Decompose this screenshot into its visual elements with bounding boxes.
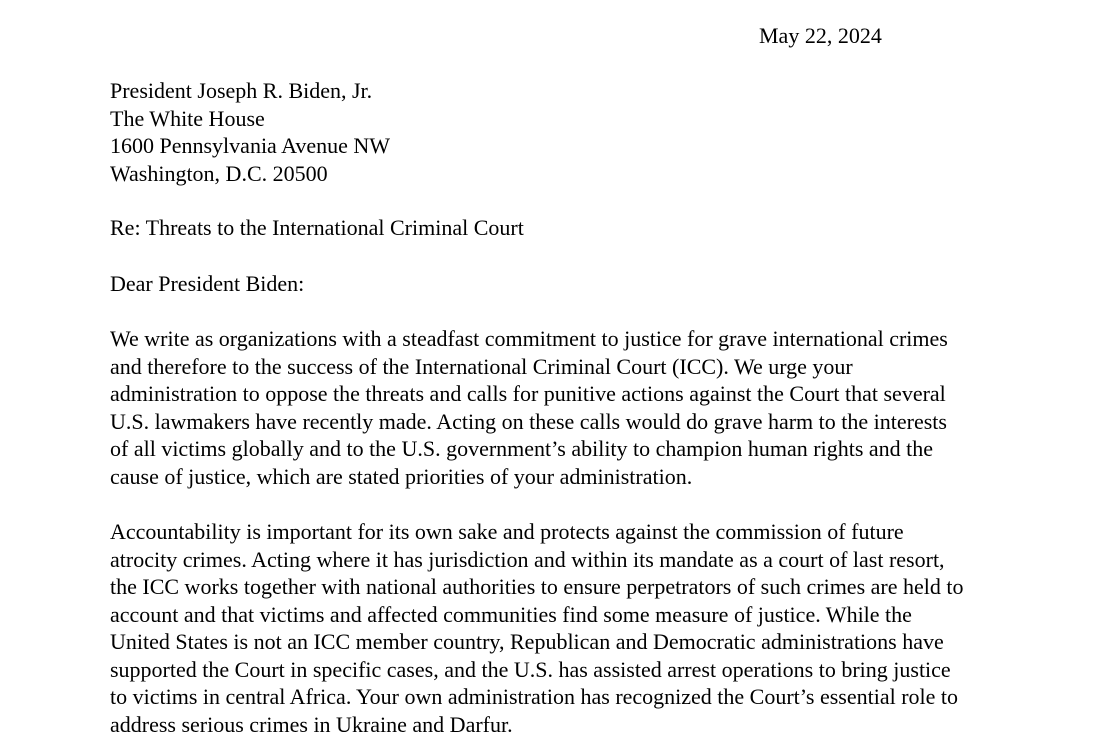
recipient-line: President Joseph R. Biden, Jr. bbox=[110, 78, 373, 103]
paragraph-line: of all victims globally and to the U.S. government’s ability to champion human rights and the bbox=[110, 436, 934, 461]
recipient-line: The White House bbox=[110, 105, 265, 131]
body-paragraph-2 bbox=[110, 518, 963, 738]
body-paragraph-1 bbox=[110, 325, 948, 490]
paragraph-line: supported the Court in specific cases, and the U.S. has assisted arrest operations to bring justice bbox=[110, 656, 951, 682]
paragraph-line: Accountability is important for its own sake and protects against the commission of future bbox=[110, 519, 904, 544]
recipient-line: Washington, D.C. 20500 bbox=[110, 160, 328, 186]
paragraph-line: administration to oppose the threats and calls for punitive actions against the Court that several bbox=[110, 381, 946, 406]
paragraph-line: and therefore to the success of the International Criminal Court (ICC). We urge your bbox=[110, 353, 853, 379]
recipient-address bbox=[110, 77, 390, 187]
paragraph-line: atrocity crimes. Acting where it has jurisdiction and within its mandate as a court of last resort, bbox=[110, 546, 945, 572]
paragraph-line: to victims in central Africa. Your own administration has recognized the Court’s essential role to bbox=[110, 684, 959, 709]
paragraph-line: the ICC works together with national authorities to ensure perpetrators of such crimes are held to bbox=[110, 574, 964, 599]
paragraph-line: We write as organizations with a steadfast commitment to justice for grave international crimes bbox=[110, 326, 948, 351]
subject-line: Re: Threats to the International Criminal Court bbox=[110, 215, 524, 240]
paragraph-line: cause of justice, which are stated priorities of your administration. bbox=[110, 463, 693, 489]
letter-date: May 22, 2024 bbox=[759, 23, 882, 48]
paragraph-line: account and that victims and affected communities find some measure of justice. While the bbox=[110, 601, 912, 627]
paragraph-line: address serious crimes in Ukraine and Darfur. bbox=[110, 711, 513, 737]
paragraph-line: U.S. lawmakers have recently made. Acting on these calls would do grave harm to the interests bbox=[110, 408, 947, 434]
paragraph-line: United States is not an ICC member country, Republican and Democratic administrations have bbox=[110, 629, 944, 654]
salutation: Dear President Biden: bbox=[110, 271, 305, 296]
recipient-line: 1600 Pennsylvania Avenue NW bbox=[110, 133, 391, 158]
